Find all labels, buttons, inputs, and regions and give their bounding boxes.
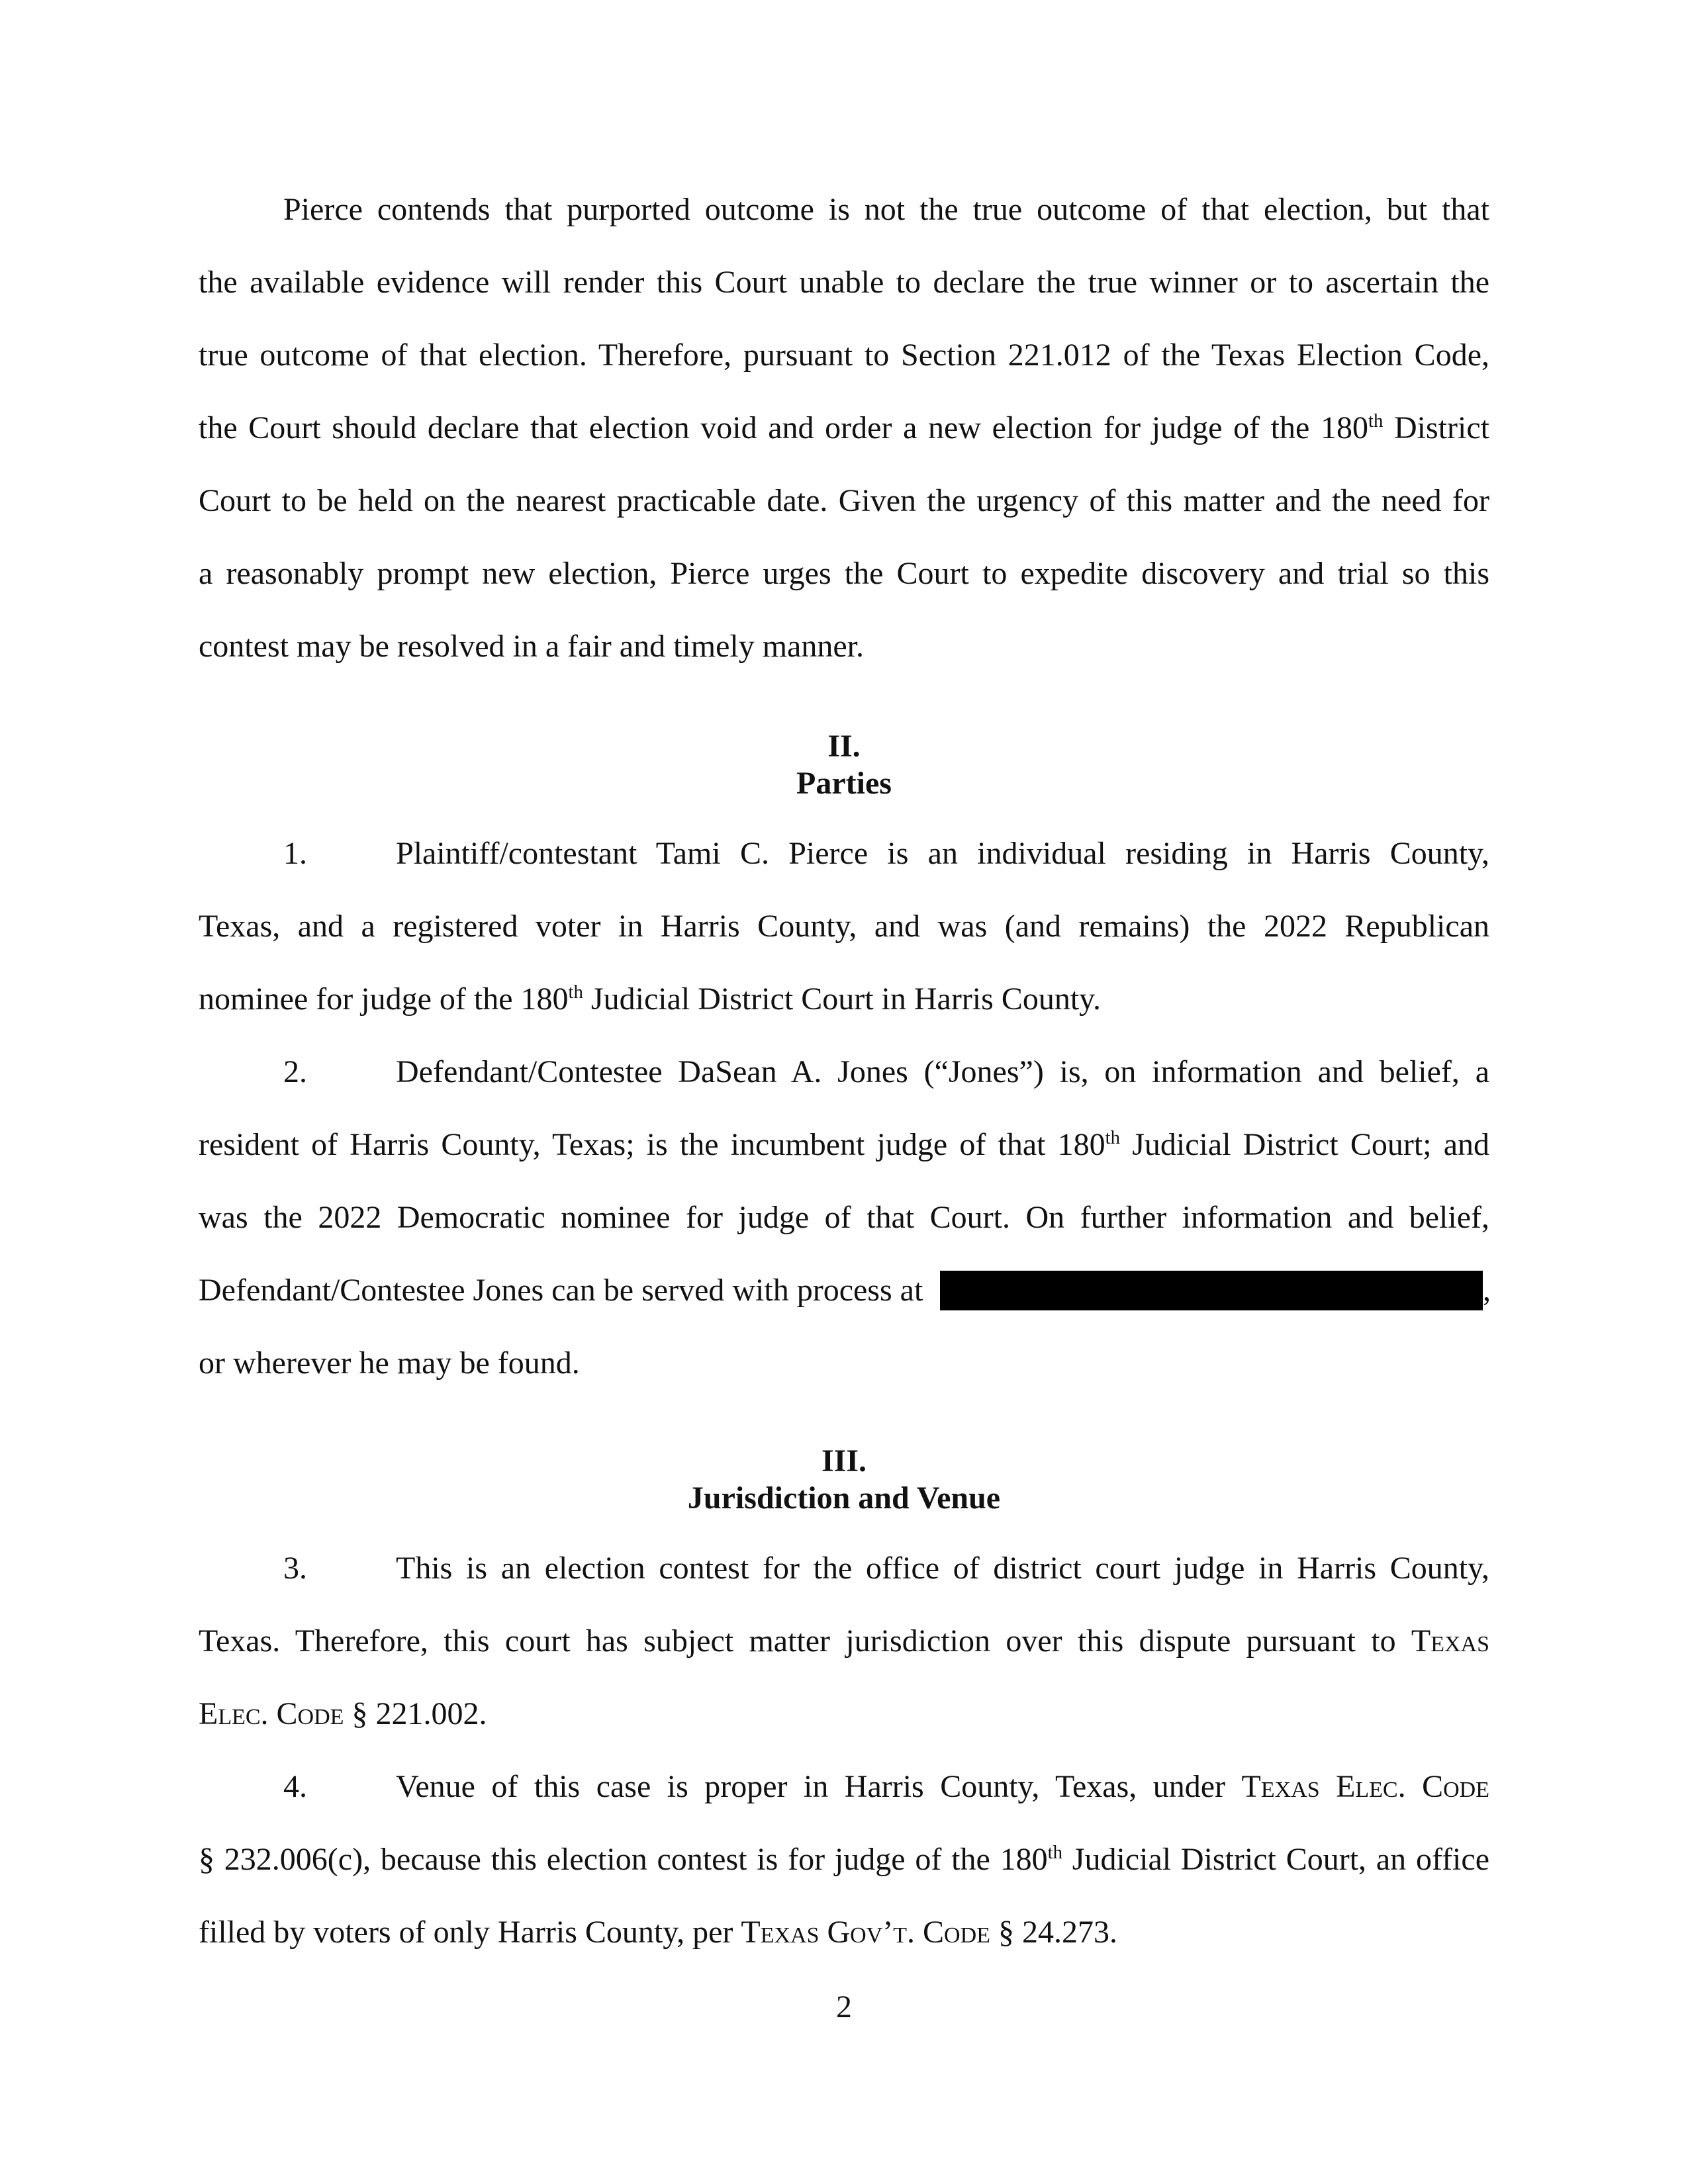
intro-line-3: true outcome of that election. Therefore, pursuant to Section 221.012 of the Texas Election Code, — [199, 338, 1489, 373]
para-4-line-2-text-a: § 232.006(c), because this election contest is for judge of the 180 — [199, 1842, 1048, 1877]
para-4-line-1 — [199, 1764, 1489, 1810]
para-4-line-3-text-b: § 24.273. — [990, 1915, 1117, 1950]
ordinal-suffix: th — [1047, 1842, 1062, 1863]
para-3-line-3 — [199, 1691, 1489, 1737]
para-2-line-2 — [199, 1122, 1489, 1168]
document-page — [199, 0, 1489, 2184]
para-4-line-1-text — [396, 1764, 1489, 1810]
intro-line-5: Court to be held on the nearest practicable date. Given the urgency of this matter and the need for — [199, 483, 1489, 518]
para-3-line-1-text: This is an election contest for the office of district court judge in Harris County, — [396, 1551, 1489, 1586]
para-2-line-1 — [199, 1049, 1489, 1095]
para-3-line-2-text: Texas. Therefore, this court has subject matter jurisdiction over this dispute pursuant to — [199, 1623, 1411, 1659]
section-2-title: Parties — [796, 766, 892, 801]
para-3-number: 3. — [283, 1551, 307, 1586]
para-4-line-3 — [199, 1909, 1489, 1956]
intro-line-6: a reasonably prompt new election, Pierce urges the Court to expedite discovery and trial so this — [199, 556, 1489, 591]
para-2-line-4-text: Defendant/Contestee Jones can be served with process at — [199, 1273, 923, 1308]
intro-line-4-text-a: the Court should declare that election void and order a new election for judge of the 180 — [199, 410, 1368, 445]
citation-small-caps: Texas — [1411, 1623, 1489, 1659]
para-1-line-3-text-a: nominee for judge of the 180 — [199, 981, 569, 1017]
ordinal-suffix: th — [568, 981, 583, 1003]
section-2-numeral: II. — [827, 729, 861, 764]
intro-line-2: the available evidence will render this Court unable to declare the true winner or to ascertain the — [199, 265, 1489, 300]
page-number: 2 — [836, 1989, 852, 2025]
para-4-number: 4. — [283, 1769, 307, 1804]
para-4-line-1-text-a: Venue of this case is proper in Harris County, Texas, under — [396, 1769, 1242, 1804]
para-2-number: 2. — [283, 1054, 307, 1089]
para-3-line-1 — [199, 1545, 1489, 1592]
para-1-line-3 — [199, 976, 1489, 1023]
para-1-number: 1. — [283, 836, 307, 871]
para-2-line-4-comma: , — [1483, 1273, 1491, 1308]
citation-small-caps: Elec. Code — [199, 1696, 344, 1731]
para-1-line-2: Texas, and a registered voter in Harris County, and was (and remains) the 2022 Republican — [199, 909, 1489, 944]
section-3-numeral: III. — [821, 1443, 867, 1479]
para-3-line-2 — [199, 1618, 1489, 1664]
para-4-line-3-text-a: filled by voters of only Harris County, per — [199, 1915, 741, 1950]
para-2-line-5: or wherever he may be found. — [199, 1345, 580, 1381]
para-2-line-1-text: Defendant/Contestee DaSean A. Jones (“Jones”) is, on information and belief, a — [396, 1054, 1489, 1089]
para-1-line-1-text: Plaintiff/contestant Tami C. Pierce is an individual residing in Harris County, — [396, 836, 1489, 871]
para-4-line-2-text-b: Judicial District Court, an office — [1062, 1842, 1489, 1877]
intro-line-1: Pierce contends that purported outcome is not the true outcome of that election, but that — [283, 192, 1489, 227]
ordinal-suffix: th — [1105, 1127, 1121, 1148]
para-1-line-3-text-b: Judicial District Court in Harris County. — [583, 981, 1102, 1017]
para-1-line-1 — [199, 831, 1489, 877]
section-3-title: Jurisdiction and Venue — [687, 1480, 1001, 1516]
intro-line-4 — [199, 405, 1489, 451]
para-2-line-3: was the 2022 Democratic nominee for judge of that Court. On further information and belief, — [199, 1200, 1489, 1235]
para-2-line-2-text-b: Judicial District Court; and — [1120, 1127, 1490, 1162]
para-3-line-3-text: § 221.002. — [344, 1696, 487, 1731]
intro-line-4-text-b: District — [1383, 410, 1489, 445]
intro-line-7: contest may be resolved in a fair and timely manner. — [199, 629, 864, 664]
para-4-line-2 — [199, 1837, 1489, 1883]
para-2-line-4 — [199, 1267, 1489, 1314]
citation-small-caps: Texas Gov’t. Code — [741, 1915, 990, 1950]
redaction-block — [940, 1271, 1483, 1310]
ordinal-suffix: th — [1368, 410, 1383, 432]
para-2-line-2-text-a: resident of Harris County, Texas; is the incumbent judge of that 180 — [199, 1127, 1105, 1162]
citation-small-caps: Texas Elec. Code — [1241, 1769, 1489, 1804]
